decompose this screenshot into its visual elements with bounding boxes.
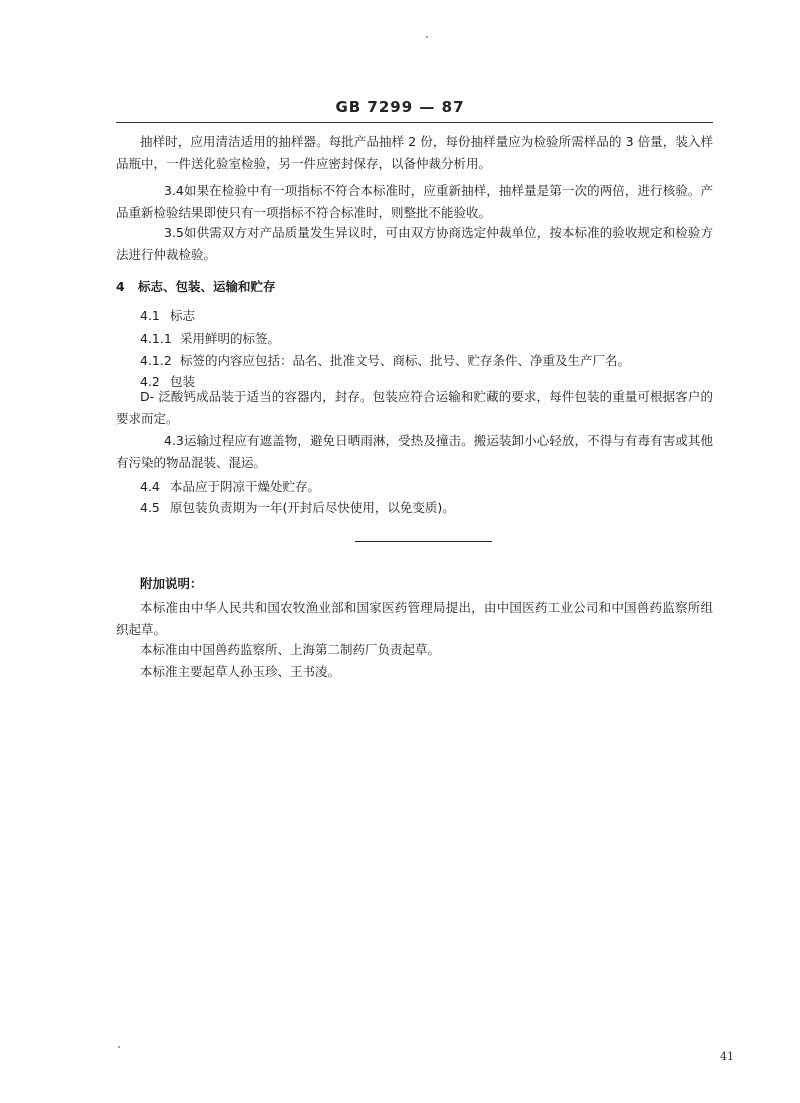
clause-4-5	[140, 498, 455, 516]
clause-4-2-title: 包装	[170, 374, 196, 389]
appendix-line-3: 本标准主要起草人孙玉珍、王书凌。	[140, 664, 341, 679]
clause-4-4-text: 本品应于阴凉干燥处贮存。	[170, 479, 321, 494]
clause-4-3	[116, 430, 713, 474]
section-4-title: 标志、包装、运输和贮存	[138, 279, 276, 294]
section-4-heading	[116, 277, 276, 295]
clause-4-1-2-number: 4.1.2	[140, 353, 172, 368]
clause-4-3-number: 4.3	[164, 433, 184, 448]
clause-3-5-text: 如供需双方对产品质量发生异议时，可由双方协商选定仲裁单位，按本标准的验收规定和检验方法进行仲裁检验。	[116, 225, 713, 262]
standard-code-header: GB 7299 — 87	[335, 98, 465, 116]
appendix-line-1: 本标准由中华人民共和国农牧渔业部和国家医药管理局提出，由中国医药工业公司和中国兽药监察所组织起草。	[116, 600, 713, 637]
header-rule	[116, 122, 713, 123]
clause-4-1-title: 标志	[170, 308, 196, 323]
clause-4-3-text: 运输过程应有遮盖物，避免日晒雨淋，受热及撞击。搬运装卸小心轻放，不得与有毒有害或其他有污染的物品混装、混运。	[116, 433, 713, 470]
clause-4-1	[140, 306, 195, 324]
clause-4-4-number: 4.4	[140, 479, 160, 494]
clause-4-4	[140, 477, 320, 495]
clause-4-2-text: D- 泛酸钙成品装于适当的容器内，封存。包装应符合运输和贮藏的要求，每件包装的重量可根据客户的要求而定。	[116, 389, 713, 426]
scan-speck	[118, 1046, 120, 1048]
scan-speck	[426, 36, 428, 38]
end-of-text-divider	[355, 541, 492, 542]
clause-3-5	[116, 222, 713, 266]
page-number: 41	[720, 1050, 734, 1063]
clause-4-1-1-text: 采用鲜明的标签。	[180, 331, 281, 346]
appendix-title: 附加说明：	[140, 576, 203, 591]
clause-3-4-text: 如果在检验中有一项指标不符合本标准时，应重新抽样，抽样量是第一次的两倍，进行核验。产品重新检验结果即使只有一项指标不符合标准时，则整批不能验收。	[116, 183, 713, 220]
appendix-line-2: 本标准由中国兽药监察所、上海第二制药厂负责起草。	[140, 642, 441, 657]
clause-3-4	[116, 180, 713, 224]
clause-4-1-1-number: 4.1.1	[140, 331, 172, 346]
clause-3-4-number: 3.4	[164, 183, 184, 198]
sampling-paragraph: 抽样时，应用清洁适用的抽样器。每批产品抽样 2 份，每份抽样量应为检验所需样品的 3 倍量，装入样品瓶中，一件送化验室检验，另一件应密封保存，以备仲裁分析用。	[116, 134, 713, 171]
clause-4-2-number: 4.2	[140, 374, 160, 389]
clause-4-1-2	[140, 351, 630, 369]
section-4-number: 4	[116, 279, 125, 294]
clause-4-1-number: 4.1	[140, 308, 160, 323]
clause-4-1-2-text: 标签的内容应包括：品名、批准文号、商标、批号、贮存条件、净重及生产厂名。	[180, 353, 631, 368]
clause-4-1-1	[140, 329, 280, 347]
clause-4-5-number: 4.5	[140, 500, 160, 515]
clause-3-5-number: 3.5	[164, 225, 184, 240]
clause-4-5-text: 原包装负责期为一年(开封后尽快使用，以免变质)。	[170, 500, 455, 515]
